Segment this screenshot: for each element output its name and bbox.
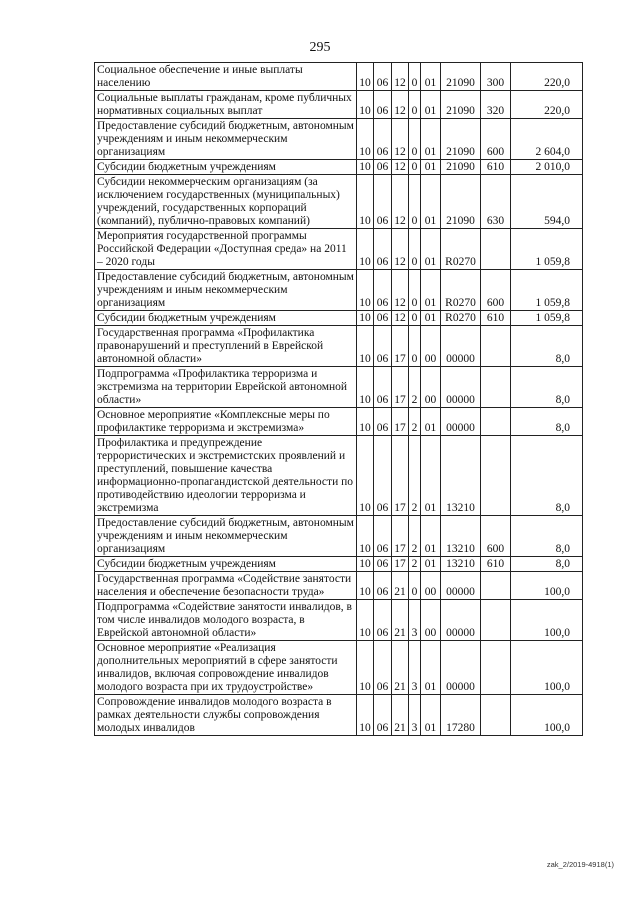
section-code-cell: 10	[357, 175, 374, 229]
table-row	[95, 695, 583, 736]
program-code-cell: 12	[392, 119, 409, 160]
table-row	[95, 572, 583, 600]
amount-cell: 1 059,8	[511, 229, 583, 270]
program-code-cell: 17	[392, 436, 409, 516]
program-code-cell: 12	[392, 175, 409, 229]
section-code-cell: 10	[357, 63, 374, 91]
direction-code-cell: 21090	[441, 175, 481, 229]
activity-code-cell: 01	[421, 557, 441, 572]
section-code-cell: 10	[357, 311, 374, 326]
direction-code-cell: 00000	[441, 326, 481, 367]
section-code-cell: 10	[357, 270, 374, 311]
row-name-cell: Государственная программа «Содействие занятости населения и обеспечение безопасности труда»	[95, 572, 357, 600]
activity-code-cell: 01	[421, 311, 441, 326]
direction-code-cell: 00000	[441, 641, 481, 695]
subsection-code-cell: 06	[374, 408, 392, 436]
direction-code-cell: 21090	[441, 119, 481, 160]
program-code-cell: 21	[392, 572, 409, 600]
program-code-cell: 21	[392, 600, 409, 641]
expense-type-cell	[481, 367, 511, 408]
section-code-cell: 10	[357, 160, 374, 175]
section-code-cell: 10	[357, 516, 374, 557]
subsection-code-cell: 06	[374, 557, 392, 572]
program-code-cell: 21	[392, 641, 409, 695]
row-name-cell: Субсидии некоммерческим организациям (за исключением государственных (муниципальных) учреждений, государственных корпораций (компаний), публично-правовых компаний)	[95, 175, 357, 229]
direction-code-cell: 00000	[441, 572, 481, 600]
table-row	[95, 91, 583, 119]
activity-code-cell: 01	[421, 436, 441, 516]
amount-cell: 220,0	[511, 91, 583, 119]
activity-code-cell: 00	[421, 326, 441, 367]
expense-type-cell	[481, 436, 511, 516]
subsection-code-cell: 06	[374, 63, 392, 91]
amount-cell: 220,0	[511, 63, 583, 91]
row-name-cell: Предоставление субсидий бюджетным, автономным учреждениям и иным некоммерческим организациям	[95, 119, 357, 160]
subsection-code-cell: 06	[374, 600, 392, 641]
subprogram-code-cell: 3	[409, 641, 421, 695]
table-row	[95, 311, 583, 326]
subsection-code-cell: 06	[374, 160, 392, 175]
expense-type-cell: 300	[481, 63, 511, 91]
direction-code-cell: 21090	[441, 91, 481, 119]
amount-cell: 100,0	[511, 695, 583, 736]
table-row	[95, 326, 583, 367]
expense-type-cell: 610	[481, 311, 511, 326]
program-code-cell: 17	[392, 516, 409, 557]
subprogram-code-cell: 2	[409, 408, 421, 436]
expense-type-cell	[481, 572, 511, 600]
section-code-cell: 10	[357, 436, 374, 516]
section-code-cell: 10	[357, 119, 374, 160]
expense-type-cell	[481, 695, 511, 736]
subprogram-code-cell: 2	[409, 516, 421, 557]
amount-cell: 2 604,0	[511, 119, 583, 160]
subprogram-code-cell: 3	[409, 600, 421, 641]
budget-table	[94, 62, 583, 736]
section-code-cell: 10	[357, 557, 374, 572]
amount-cell: 8,0	[511, 516, 583, 557]
direction-code-cell: 21090	[441, 160, 481, 175]
subsection-code-cell: 06	[374, 641, 392, 695]
table-row	[95, 119, 583, 160]
program-code-cell: 17	[392, 557, 409, 572]
table-row	[95, 641, 583, 695]
amount-cell: 100,0	[511, 641, 583, 695]
row-name-cell: Государственная программа «Профилактика правонарушений и преступлений в Еврейской автономной области»	[95, 326, 357, 367]
page-number: 295	[309, 40, 331, 55]
section-code-cell: 10	[357, 326, 374, 367]
section-code-cell: 10	[357, 229, 374, 270]
section-code-cell: 10	[357, 572, 374, 600]
subprogram-code-cell: 0	[409, 270, 421, 311]
direction-code-cell: 00000	[441, 367, 481, 408]
subsection-code-cell: 06	[374, 311, 392, 326]
expense-type-cell: 610	[481, 160, 511, 175]
expense-type-cell	[481, 408, 511, 436]
subprogram-code-cell: 0	[409, 175, 421, 229]
table-row	[95, 557, 583, 572]
amount-cell: 100,0	[511, 572, 583, 600]
subprogram-code-cell: 0	[409, 326, 421, 367]
subsection-code-cell: 06	[374, 326, 392, 367]
row-name-cell: Сопровождение инвалидов молодого возраста в рамках деятельности службы сопровождения молодых инвалидов	[95, 695, 357, 736]
program-code-cell: 12	[392, 311, 409, 326]
program-code-cell: 12	[392, 160, 409, 175]
direction-code-cell: 13210	[441, 516, 481, 557]
amount-cell: 8,0	[511, 436, 583, 516]
activity-code-cell: 01	[421, 119, 441, 160]
subprogram-code-cell: 0	[409, 119, 421, 160]
subsection-code-cell: 06	[374, 436, 392, 516]
row-name-cell: Основное мероприятие «Комплексные меры по профилактике терроризма и экстремизма»	[95, 408, 357, 436]
table-row	[95, 600, 583, 641]
amount-cell: 594,0	[511, 175, 583, 229]
subsection-code-cell: 06	[374, 572, 392, 600]
program-code-cell: 21	[392, 695, 409, 736]
subprogram-code-cell: 2	[409, 436, 421, 516]
subprogram-code-cell: 0	[409, 311, 421, 326]
program-code-cell: 17	[392, 367, 409, 408]
subprogram-code-cell: 0	[409, 91, 421, 119]
expense-type-cell: 600	[481, 516, 511, 557]
activity-code-cell: 01	[421, 91, 441, 119]
expense-type-cell	[481, 326, 511, 367]
table-row	[95, 270, 583, 311]
activity-code-cell: 01	[421, 63, 441, 91]
row-name-cell: Профилактика и предупреждение террористических и экстремистских проявлений и преступлений, повышение качества информационно-пропагандистской деятельности по противодействию идеологии терроризма и экстремизма	[95, 436, 357, 516]
activity-code-cell: 00	[421, 572, 441, 600]
subsection-code-cell: 06	[374, 516, 392, 557]
row-name-cell: Предоставление субсидий бюджетным, автономным учреждениям и иным некоммерческим организациям	[95, 270, 357, 311]
row-name-cell: Подпрограмма «Профилактика терроризма и экстремизма на территории Еврейской автономной области»	[95, 367, 357, 408]
row-name-cell: Социальное обеспечение и иные выплаты населению	[95, 63, 357, 91]
subsection-code-cell: 06	[374, 367, 392, 408]
row-name-cell: Социальные выплаты гражданам, кроме публичных нормативных социальных выплат	[95, 91, 357, 119]
activity-code-cell: 01	[421, 516, 441, 557]
row-name-cell: Субсидии бюджетным учреждениям	[95, 160, 357, 175]
amount-cell: 8,0	[511, 326, 583, 367]
direction-code-cell: 13210	[441, 436, 481, 516]
row-name-cell: Подпрограмма «Содействие занятости инвалидов, в том числе инвалидов молодого возраста, в Еврейской автономной области»	[95, 600, 357, 641]
subsection-code-cell: 06	[374, 91, 392, 119]
table-row	[95, 63, 583, 91]
subprogram-code-cell: 0	[409, 63, 421, 91]
table-row	[95, 408, 583, 436]
direction-code-cell: 00000	[441, 408, 481, 436]
expense-type-cell: 320	[481, 91, 511, 119]
amount-cell: 8,0	[511, 408, 583, 436]
amount-cell: 1 059,8	[511, 270, 583, 311]
direction-code-cell: 13210	[441, 557, 481, 572]
table-row	[95, 229, 583, 270]
expense-type-cell	[481, 641, 511, 695]
subsection-code-cell: 06	[374, 175, 392, 229]
activity-code-cell: 01	[421, 175, 441, 229]
subsection-code-cell: 06	[374, 229, 392, 270]
amount-cell: 2 010,0	[511, 160, 583, 175]
subprogram-code-cell: 2	[409, 557, 421, 572]
expense-type-cell: 600	[481, 119, 511, 160]
section-code-cell: 10	[357, 367, 374, 408]
section-code-cell: 10	[357, 91, 374, 119]
table-row	[95, 160, 583, 175]
section-code-cell: 10	[357, 641, 374, 695]
program-code-cell: 17	[392, 408, 409, 436]
activity-code-cell: 01	[421, 695, 441, 736]
subsection-code-cell: 06	[374, 270, 392, 311]
direction-code-cell: R0270	[441, 229, 481, 270]
amount-cell: 8,0	[511, 557, 583, 572]
table-row	[95, 516, 583, 557]
expense-type-cell: 610	[481, 557, 511, 572]
subprogram-code-cell: 0	[409, 160, 421, 175]
direction-code-cell: 00000	[441, 600, 481, 641]
activity-code-cell: 01	[421, 229, 441, 270]
subprogram-code-cell: 3	[409, 695, 421, 736]
program-code-cell: 17	[392, 326, 409, 367]
table-row	[95, 175, 583, 229]
amount-cell: 100,0	[511, 600, 583, 641]
subsection-code-cell: 06	[374, 119, 392, 160]
expense-type-cell	[481, 600, 511, 641]
activity-code-cell: 00	[421, 367, 441, 408]
subprogram-code-cell: 0	[409, 229, 421, 270]
amount-cell: 8,0	[511, 367, 583, 408]
direction-code-cell: R0270	[441, 270, 481, 311]
activity-code-cell: 00	[421, 600, 441, 641]
program-code-cell: 12	[392, 229, 409, 270]
row-name-cell: Предоставление субсидий бюджетным, автономным учреждениям и иным некоммерческим организациям	[95, 516, 357, 557]
section-code-cell: 10	[357, 695, 374, 736]
table-row	[95, 436, 583, 516]
section-code-cell: 10	[357, 408, 374, 436]
row-name-cell: Субсидии бюджетным учреждениям	[95, 557, 357, 572]
direction-code-cell: 21090	[441, 63, 481, 91]
activity-code-cell: 01	[421, 270, 441, 311]
activity-code-cell: 01	[421, 160, 441, 175]
direction-code-cell: R0270	[441, 311, 481, 326]
amount-cell: 1 059,8	[511, 311, 583, 326]
program-code-cell: 12	[392, 63, 409, 91]
program-code-cell: 12	[392, 270, 409, 311]
expense-type-cell: 630	[481, 175, 511, 229]
expense-type-cell	[481, 229, 511, 270]
table-row	[95, 367, 583, 408]
activity-code-cell: 01	[421, 408, 441, 436]
row-name-cell: Субсидии бюджетным учреждениям	[95, 311, 357, 326]
subprogram-code-cell: 2	[409, 367, 421, 408]
subsection-code-cell: 06	[374, 695, 392, 736]
expense-type-cell: 600	[481, 270, 511, 311]
footer-document-code: zak_2/2019-4918(1)	[546, 860, 614, 869]
direction-code-cell: 17280	[441, 695, 481, 736]
section-code-cell: 10	[357, 600, 374, 641]
row-name-cell: Мероприятия государственной программы Российской Федерации «Доступная среда» на 2011 – 2020 годы	[95, 229, 357, 270]
row-name-cell: Основное мероприятие «Реализация дополнительных мероприятий в сфере занятости инвалидов, включая сопровождение инвалидов молодого возраста при их трудоустройстве»	[95, 641, 357, 695]
program-code-cell: 12	[392, 91, 409, 119]
subprogram-code-cell: 0	[409, 572, 421, 600]
activity-code-cell: 01	[421, 641, 441, 695]
